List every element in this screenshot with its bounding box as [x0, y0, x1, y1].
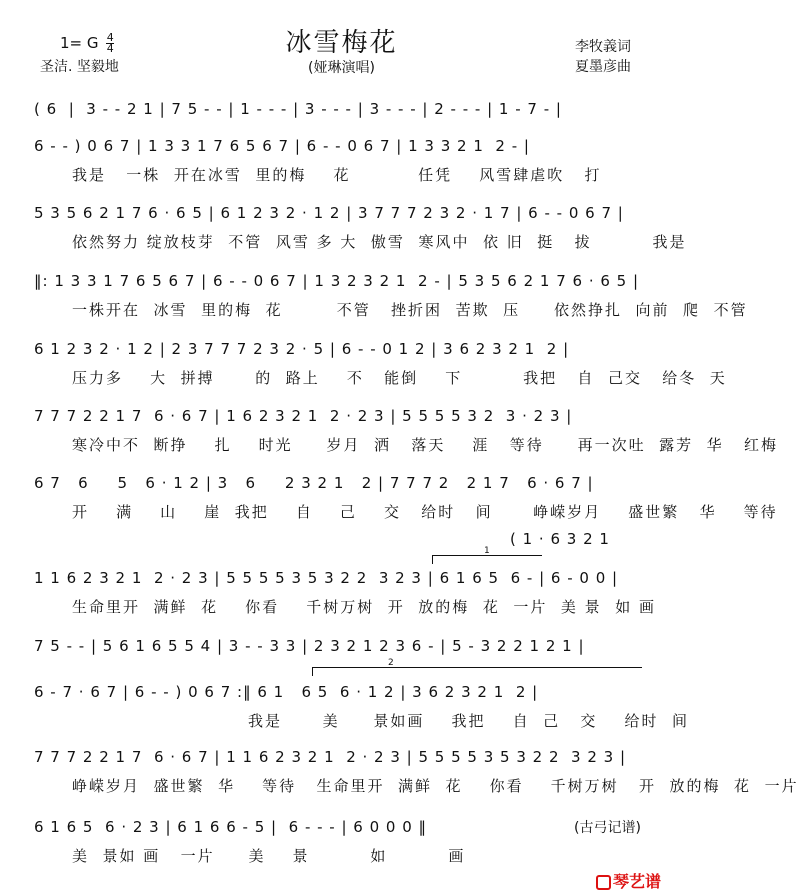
- lyric-line: 我是 美 景如画 我把 自 己 交 给时 间: [72, 712, 690, 730]
- score-row: [34, 272, 748, 319]
- notation-line: ‖: 1 3 3 1 7 6 5 6 7 | 6 - - 0 6 7 | 1 3 2 3 2 1 2 - | 5 3 5 6 2 1 7 6 · 6 5 |: [34, 272, 640, 290]
- lyric-line: 寒冷中不 断挣 扎 时光 岁月 洒 落天 涯 等待 再一次吐 露芳 华 红梅: [72, 436, 778, 454]
- notation-line: 6 1 6 5 6 · 2 3 | 6 1 6 6 - 5 | 6 - - - | 6 0 0 0 ‖: [34, 818, 428, 836]
- time-signature-top: 4: [106, 31, 114, 44]
- score-row: [34, 204, 687, 251]
- score-row: [34, 683, 690, 730]
- score-row: [34, 818, 651, 865]
- transcriber-credit: (古弓记谱): [574, 820, 641, 836]
- expression-marking: 圣洁. 坚毅地: [40, 59, 119, 75]
- key-label: 1= G: [60, 34, 99, 52]
- lyric-line: 我是 一株 开在冰雪 里的梅 花 任凭 风雪肆虐吹 打: [72, 166, 602, 184]
- score-row: [34, 100, 651, 120]
- lyric-line: 生命里开 满鲜 花 你看 千树万树 开 放的梅 花 一片 美 景 如 画: [72, 598, 656, 616]
- volta-number: 2: [388, 658, 394, 668]
- notation-line: ( 6 | 3 - - 2 1 | 7 5 - - | 1 - - - | 3 - - - | 3 - - - | 2 - - - | 1 - 7 - |: [34, 100, 562, 118]
- lyric-line: 压力多 大 拼搏 的 路上 不 能倒 下 我把 自 己交 给冬 天: [72, 369, 727, 387]
- composer: 夏墨彦曲: [575, 59, 631, 75]
- volta-bracket: [312, 658, 642, 668]
- song-subtitle: (娅琳演唱): [308, 60, 375, 76]
- logo-icon: [596, 875, 611, 890]
- notation-line: ( 1 · 6 3 2 1: [510, 530, 610, 548]
- score-row: [34, 340, 727, 387]
- time-signature-bottom: 4: [106, 42, 114, 55]
- lyric-line: 依然努力 绽放枝芽 不管 风雪 多 大 傲雪 寒风中 依 旧 挺 拔 我是: [72, 233, 687, 251]
- notation-line: 6 1 2 3 2 · 1 2 | 2 3 7 7 7 2 3 2 · 5 | 6 - - 0 1 2 | 3 6 2 3 2 1 2 |: [34, 340, 570, 358]
- lyric-line: 开 满 山 崖 我把 自 己 交 给时 间 峥嵘岁月 盛世繁 华 等待: [72, 503, 778, 521]
- lyric-line: 美 景如 画 一片 美 景 如 画: [72, 847, 466, 865]
- notation-line: 6 7 6 5 6 · 1 2 | 3 6 2 3 2 1 2 | 7 7 7 2 2 1 7 6 · 6 7 |: [34, 474, 594, 492]
- notation-line: 7 5 - - | 5 6 1 6 5 5 4 | 3 - - 3 3 | 2 3 2 1 2 3 6 - | 5 - 3 2 2 1 2 1 |: [34, 637, 585, 655]
- site-logo: [596, 869, 661, 892]
- lyric-line: 一株开在 冰雪 里的梅 花 不管 挫折困 苦欺 压 依然挣扎 向前 爬 不管: [72, 301, 748, 319]
- score-row: [510, 530, 651, 550]
- song-title: 冰雪梅花: [285, 28, 398, 58]
- volta-number: 1: [484, 546, 490, 556]
- score-row: [34, 748, 799, 795]
- score-row: [34, 407, 778, 454]
- score-row: [34, 569, 656, 616]
- notation-line: 6 - 7 · 6 7 | 6 - - ) 0 6 7 :‖ 6 1 6 5 6 · 1 2 | 3 6 2 3 2 1 2 |: [34, 683, 539, 701]
- score-row: [34, 637, 651, 657]
- logo-text: 琴艺谱: [613, 872, 662, 891]
- score-row: [34, 137, 651, 184]
- notation-line: 7 7 7 2 2 1 7 6 · 6 7 | 1 1 6 2 3 2 1 2 · 2 3 | 5 5 5 5 3 5 3 2 2 3 2 3 |: [34, 748, 627, 766]
- volta-bracket: [432, 546, 542, 556]
- score-row: [34, 474, 778, 521]
- notation-line: 6 - - ) 0 6 7 | 1 3 3 1 7 6 5 6 7 | 6 - - 0 6 7 | 1 3 3 2 1 2 - |: [34, 137, 530, 155]
- lyric-line: 峥嵘岁月 盛世繁 华 等待 生命里开 满鲜 花 你看 千树万树 开 放的梅 花 一片: [72, 777, 799, 795]
- notation-line: 7 7 7 2 2 1 7 6 · 6 7 | 1 6 2 3 2 1 2 · 2 3 | 5 5 5 5 3 2 3 · 2 3 |: [34, 407, 573, 425]
- lyricist: 李牧義词: [575, 39, 631, 55]
- notation-line: 5 3 5 6 2 1 7 6 · 6 5 | 6 1 2 3 2 · 1 2 | 3 7 7 7 2 3 2 · 1 7 | 6 - - 0 6 7 |: [34, 204, 624, 222]
- notation-line: 1 1 6 2 3 2 1 2 · 2 3 | 5 5 5 5 3 5 3 2 2 3 2 3 | 6 1 6 5 6 - | 6 - 0 0 |: [34, 569, 619, 587]
